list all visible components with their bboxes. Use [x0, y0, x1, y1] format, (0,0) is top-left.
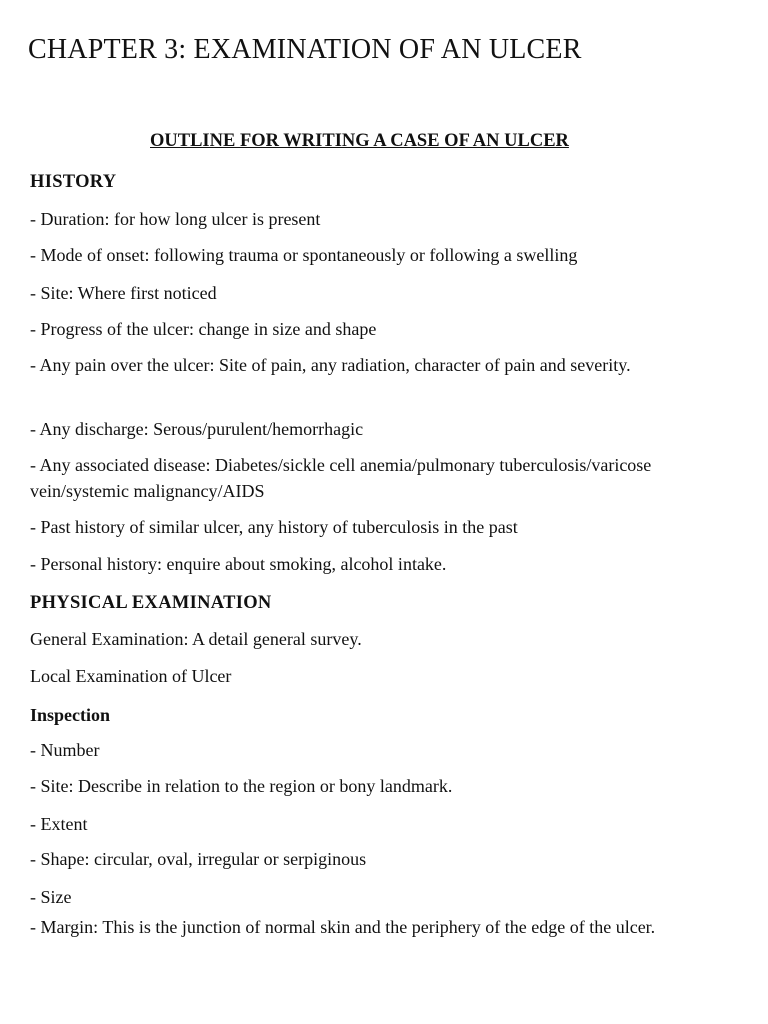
- physical-examination-heading: PHYSICAL EXAMINATION: [30, 593, 272, 613]
- history-item-site: - Site: Where first noticed: [30, 283, 217, 303]
- history-item-associated-disease: - Any associated disease: Diabetes/sickle cell anemia/pulmonary tuberculosis/varicose vein/systemic malignancy/AIDS: [30, 455, 652, 501]
- history-item-duration: - Duration: for how long ulcer is present: [30, 209, 321, 229]
- chapter-title: CHAPTER 3: EXAMINATION OF AN ULCER: [28, 34, 582, 65]
- history-item-past-history: - Past history of similar ulcer, any history of tuberculosis in the past: [30, 517, 518, 537]
- history-item-mode-of-onset: - Mode of onset: following trauma or spontaneously or following a swelling: [30, 245, 578, 265]
- history-item-progress: - Progress of the ulcer: change in size and shape: [30, 319, 377, 339]
- inspection-item-extent: - Extent: [30, 814, 88, 834]
- outline-title: OUTLINE FOR WRITING A CASE OF AN ULCER: [150, 131, 569, 151]
- local-examination-text: Local Examination of Ulcer: [30, 666, 232, 686]
- inspection-heading: Inspection: [30, 705, 111, 725]
- inspection-item-shape: - Shape: circular, oval, irregular or serpiginous: [30, 849, 367, 869]
- history-heading: HISTORY: [30, 172, 117, 192]
- general-examination-text: General Examination: A detail general survey.: [30, 629, 362, 649]
- history-item-discharge: - Any discharge: Serous/purulent/hemorrhagic: [30, 419, 364, 439]
- inspection-item-margin: - Margin: This is the junction of normal skin and the periphery of the edge of the ulcer.: [30, 917, 656, 937]
- inspection-item-number: - Number: [30, 740, 100, 760]
- inspection-item-size: - Size: [30, 887, 72, 907]
- history-item-pain: - Any pain over the ulcer: Site of pain, any radiation, character of pain and severity.: [30, 355, 631, 375]
- history-item-personal-history: - Personal history: enquire about smoking, alcohol intake.: [30, 554, 447, 574]
- inspection-item-site: - Site: Describe in relation to the region or bony landmark.: [30, 776, 453, 796]
